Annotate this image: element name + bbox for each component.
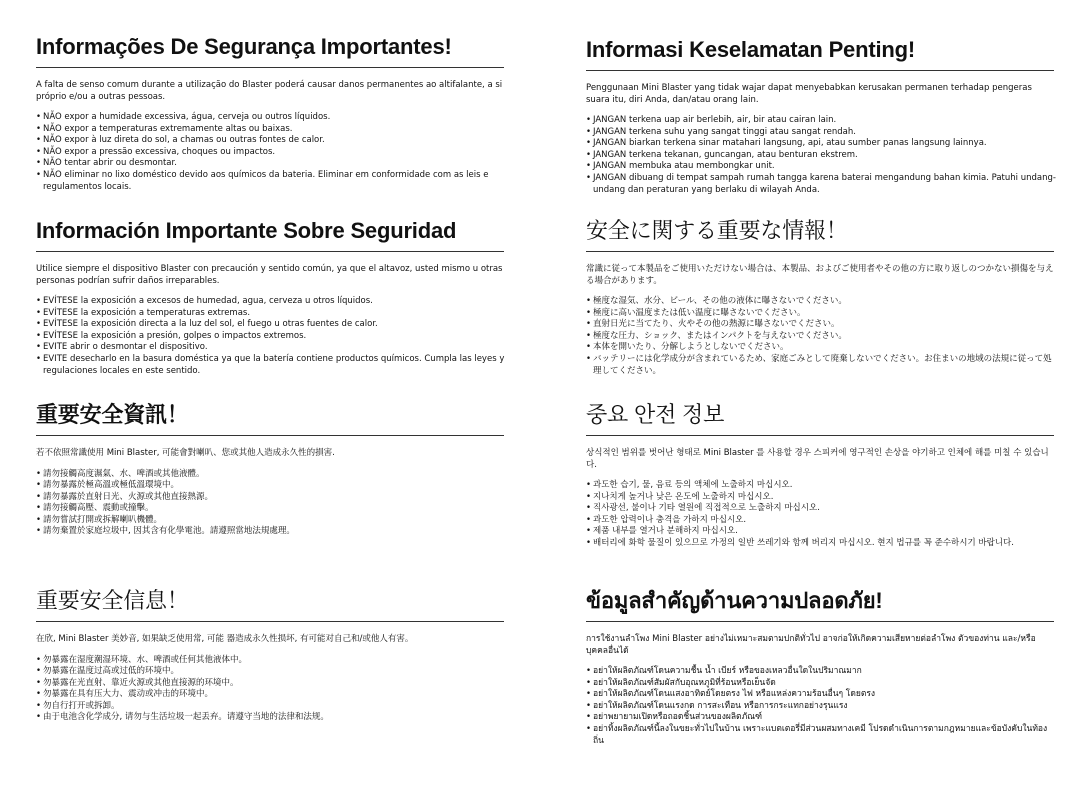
list-item: • 請勿棄置於家庭垃圾中, 因其含有化學電池。請遵照當地法規處理。 xyxy=(36,526,506,538)
list-item: • JANGAN dibuang di tempat sampah rumah tangga karena baterai mengandung bahan kimia. Patuhi undang-undang dan peraturan yang berlaku di wilayah Anda. xyxy=(586,173,1056,196)
warning-list xyxy=(36,469,506,539)
list-item: • NÃO expor a temperaturas extremamente altas ou baixas. xyxy=(36,124,506,136)
list-item: • 極度な圧力、ショック、またはインパクトを与えないでください。 xyxy=(586,331,1056,343)
section-intro: 若不依照常識使用 Mini Blaster, 可能會對喇叭、您或其他人造成永久性的損害. xyxy=(36,448,335,458)
section-intro: Utilice siempre el dispositivo Blaster con precaución y sentido común, ya que el altavoz, usted mismo u otras personas podrían sufrir daños irreparables. xyxy=(36,264,503,286)
section-intro: การใช้งานลำโพง Mini Blaster อย่างไม่เหมาะสมตามปกติทั่วไป อาจก่อให้เกิดความเสียหายต่อลำโพง ตัวของท่าน และ/หรือบุคคลอื่นได้ xyxy=(586,634,1036,656)
list-item: • JANGAN biarkan terkena sinar matahari langsung, api, atau sumber panas langsung lainnya. xyxy=(586,138,1056,150)
warning-list xyxy=(36,112,506,193)
list-item: • EVITE abrir o desmontar el dispositivo. xyxy=(36,342,506,354)
list-item: • JANGAN terkena tekanan, guncangan, atau benturan ekstrem. xyxy=(586,150,1056,162)
divider xyxy=(586,621,1054,622)
section-title: 安全に関する重要な情報！ xyxy=(586,218,848,243)
list-item: • 勿自行打开或拆卸。 xyxy=(36,701,506,713)
warning-list xyxy=(586,296,1056,377)
section-intro: A falta de senso comum durante a utilização do Blaster poderá causar danos permanentes ao altifalante, a si próprio e/ou a outras pessoas. xyxy=(36,80,503,102)
section-title: 重要安全資訊！ xyxy=(36,402,189,427)
list-item: • NÃO eliminar no lixo doméstico devido aos químicos da bateria. Eliminar em conformidade com as leis e regulamentos locais. xyxy=(36,170,506,193)
section-japanese xyxy=(586,217,1056,377)
section-title: Información Importante Sobre Seguridad xyxy=(36,218,457,243)
warning-list xyxy=(36,655,506,725)
list-item: • อย่าให้ผลิตภัณฑ์สัมผัสกับอุณหภูมิที่ร้อนหรือเย็นจัด xyxy=(586,678,1056,690)
list-item: • 請勿暴露於直射日光、火源或其他直接熱源。 xyxy=(36,492,506,504)
section-title: 重要安全信息！ xyxy=(36,588,189,613)
list-item: • 과도한 습기, 물, 음료 등의 액체에 노출하지 마십시오. xyxy=(586,480,1056,492)
section-title: Informações De Segurança Importantes! xyxy=(36,34,452,59)
warning-list xyxy=(586,666,1056,747)
list-item: • 직사광선, 불이나 기타 열원에 직접적으로 노출하지 마십시오. xyxy=(586,503,1056,515)
list-item: • 極度な湿気、水分、ビール、その他の液体に曝さないでください。 xyxy=(586,296,1056,308)
section-title: Informasi Keselamatan Penting! xyxy=(586,37,915,62)
list-item: • อย่าให้ผลิตภัณฑ์โดนแสงอาทิตย์โดยตรง ไฟ หรือแหล่งความร้อนอื่นๆ โดยตรง xyxy=(586,689,1056,701)
list-item: • 本体を開いたり、分解しようとしないでください。 xyxy=(586,342,1056,354)
list-item: • 直射日光に当てたり、火やその他の熱源に曝さないでください。 xyxy=(586,319,1056,331)
divider xyxy=(36,251,504,252)
section-indonesian xyxy=(586,36,1056,196)
list-item: • 由于电池含化学成分, 请勿与生活垃圾一起丢弃。请遵守当地的法律和法规。 xyxy=(36,712,506,724)
list-item: • 請勿接觸高壓、震動或撞擊。 xyxy=(36,503,506,515)
divider xyxy=(586,435,1054,436)
section-spanish xyxy=(36,217,506,377)
list-item: • NÃO expor a pressão excessiva, choques ou impactos. xyxy=(36,147,506,159)
list-item: • 勿暴露在具有压大力、震动或冲击的环境中。 xyxy=(36,689,506,701)
list-item: • อย่าให้ผลิตภัณฑ์โดนความชื้น น้ำ เบียร์ หรือของเหลวอื่นใดในปริมาณมาก xyxy=(586,666,1056,678)
divider xyxy=(36,67,504,68)
list-item: • 배터리에 화학 물질이 있으므로 가정의 일반 쓰레기와 함께 버리지 마십시오. 현지 법규를 꼭 준수하시기 바랍니다. xyxy=(586,538,1056,550)
list-item: • 請勿嘗試打開或拆解喇叭機體。 xyxy=(36,515,506,527)
list-item: • 지나치게 높거나 낮은 온도에 노출하지 마십시오. xyxy=(586,492,1056,504)
section-intro: 常識に従って本製品をご使用いただけない場合は、本製品、およびご使用者やその他の方に取り返しのつかない損傷を与える場合があります。 xyxy=(586,264,1054,286)
warning-list xyxy=(586,480,1056,550)
section-title: 중요 안전 정보 xyxy=(586,402,725,427)
list-item: • JANGAN membuka atau membongkar unit. xyxy=(586,161,1056,173)
list-item: • 제품 내부를 열거나 분해하지 마십시오. xyxy=(586,526,1056,538)
warning-list xyxy=(586,115,1056,196)
section-title: ข้อมูลสำคัญด้านความปลอดภัย! xyxy=(586,588,883,613)
divider xyxy=(36,435,504,436)
list-item: • 勿暴露在温度过高或过低的环境中。 xyxy=(36,666,506,678)
section-korean xyxy=(586,401,1056,550)
list-item: • 請勿接觸高度濕氣、水、啤酒或其他液體。 xyxy=(36,469,506,481)
warning-list xyxy=(36,296,506,377)
list-item: • 勿暴露在光直射、靠近火源或其他直接源的环境中。 xyxy=(36,678,506,690)
divider xyxy=(586,70,1054,71)
divider xyxy=(36,621,504,622)
list-item: • EVÍTESE la exposición a temperaturas extremas. xyxy=(36,308,506,320)
list-item: • อย่าทิ้งผลิตภัณฑ์นี้ลงในขยะทั่วไปในบ้าน เพราะแบตเตอรี่มีส่วนผสมทางเคมี โปรดดำเนินการตามกฎหมายและข้อบังคับในท้องถิ่น xyxy=(586,724,1056,747)
list-item: • 請勿暴露於極高溫或極低溫環境中。 xyxy=(36,480,506,492)
section-intro: Penggunaan Mini Blaster yang tidak wajar dapat menyebabkan kerusakan permanen terhadap pengeras suara itu, diri Anda, dan/atau orang lain. xyxy=(586,83,1032,105)
section-traditional-chinese xyxy=(36,401,506,538)
list-item: • バッテリーには化学成分が含まれているため、家庭ごみとして廃棄しないでください。お住まいの地域の法規に従って処理してください。 xyxy=(586,354,1056,377)
list-item: • อย่าพยายามเปิดหรือถอดชิ้นส่วนของผลิตภัณฑ์ xyxy=(586,712,1056,724)
list-item: • JANGAN terkena uap air berlebih, air, bir atau cairan lain. xyxy=(586,115,1056,127)
divider xyxy=(586,251,1054,252)
list-item: • EVÍTESE la exposición directa a la luz del sol, el fuego u otras fuentes de calor. xyxy=(36,319,506,331)
list-item: • EVÍTESE la exposición a presión, golpes o impactos extremos. xyxy=(36,331,506,343)
section-intro: 在欣, Mini Blaster 美妙音, 如果缺乏使用常, 可能 器造成永久性损坏, 有可能对自己和/或他人有害。 xyxy=(36,634,414,644)
list-item: • NÃO tentar abrir ou desmontar. xyxy=(36,158,506,170)
list-item: • NÃO expor a humidade excessiva, água, cerveja ou outros líquidos. xyxy=(36,112,506,124)
list-item: • EVITE desecharlo en la basura doméstica ya que la batería contiene productos químicos. Cumpla las leyes y regulaciones locales en este sentido. xyxy=(36,354,506,377)
list-item: • NÃO expor à luz direta do sol, a chamas ou outras fontes de calor. xyxy=(36,135,506,147)
list-item: • 極度に高い温度または低い温度に曝さないでください。 xyxy=(586,308,1056,320)
section-intro: 상식적인 범위를 벗어난 형태로 Mini Blaster 를 사용할 경우 스피커에 영구적인 손상을 야기하고 인체에 해를 미칠 수 있습니다. xyxy=(586,448,1049,470)
section-simplified-chinese xyxy=(36,587,506,724)
list-item: • 勿暴露在湿度潮湿环境、水、啤酒或任何其他液体中。 xyxy=(36,655,506,667)
list-item: • JANGAN terkena suhu yang sangat tinggi atau sangat rendah. xyxy=(586,127,1056,139)
section-thai xyxy=(586,587,1056,747)
list-item: • 과도한 압력이나 충격을 가하지 마십시오. xyxy=(586,515,1056,527)
section-portuguese xyxy=(36,33,506,193)
list-item: • อย่าให้ผลิตภัณฑ์โดนแรงกด การสะเทือน หรือการกระแทกอย่างรุนแรง xyxy=(586,701,1056,713)
list-item: • EVÍTESE la exposición a excesos de humedad, agua, cerveza u otros líquidos. xyxy=(36,296,506,308)
